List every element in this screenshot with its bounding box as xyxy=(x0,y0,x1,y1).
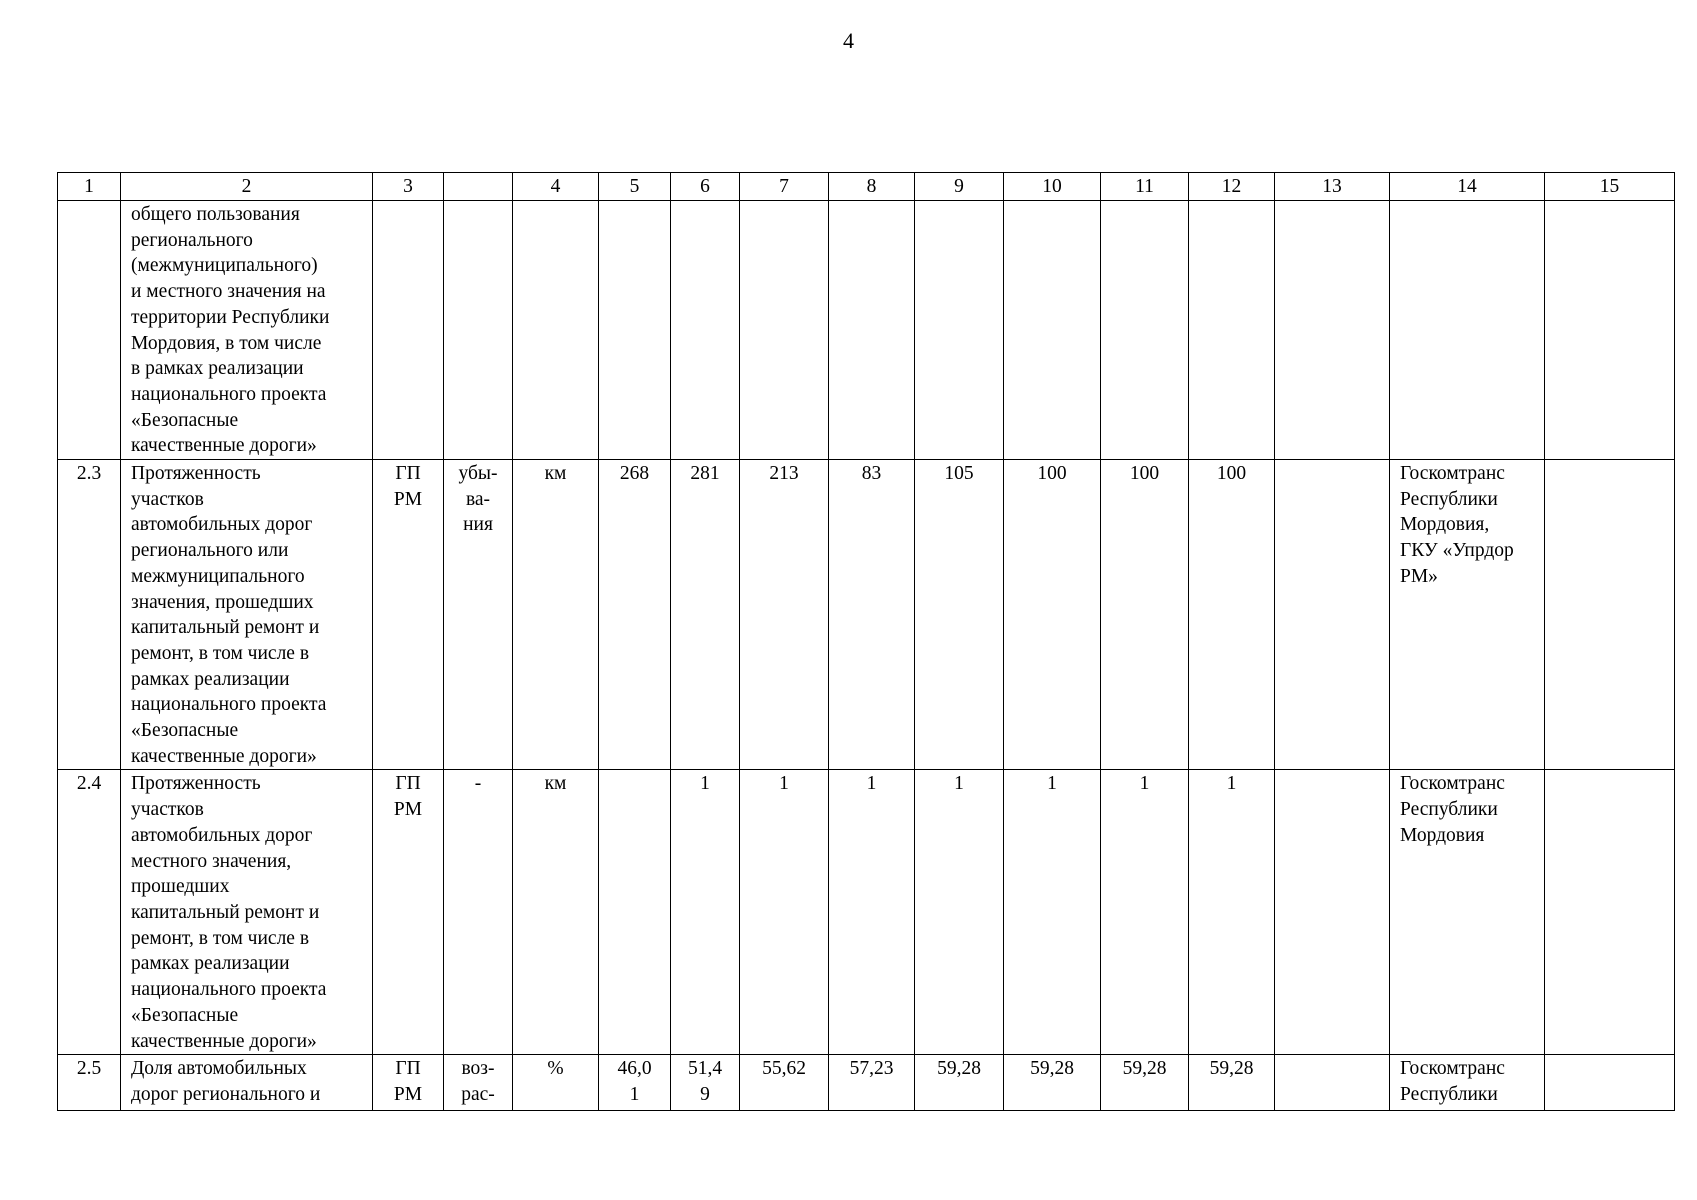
column-header: 3 xyxy=(373,173,444,201)
value-cell: 105 xyxy=(915,460,1004,770)
value-cell: 1 xyxy=(1004,770,1101,1055)
row-number: 2.3 xyxy=(58,460,121,770)
responsible-cell: Госкомтранс Республики xyxy=(1390,1055,1545,1111)
page-number: 4 xyxy=(843,28,854,53)
value-cell xyxy=(599,770,671,1055)
value-cell: 59,28 xyxy=(915,1055,1004,1111)
program-cell: ГП РМ xyxy=(373,770,444,1055)
value-cell: 59,28 xyxy=(1189,1055,1275,1111)
program-cell: ГП РМ xyxy=(373,1055,444,1111)
indicator-name: Протяженность участков автомобильных дорог местного значения, прошедших капитальный ремонт и ремонт, в том числе в рамках реализации национального проекта «Безопасные качественные дороги» xyxy=(121,770,373,1055)
column-header: 4 xyxy=(513,173,599,201)
value-cell: 100 xyxy=(1101,460,1189,770)
value-cell xyxy=(1545,770,1675,1055)
value-cell: 46,0 1 xyxy=(599,1055,671,1111)
value-cell: 281 xyxy=(671,460,740,770)
value-cell: 55,62 xyxy=(740,1055,829,1111)
table-row xyxy=(58,1055,1675,1111)
value-cell xyxy=(1189,201,1275,460)
value-cell: 268 xyxy=(599,460,671,770)
column-header: 12 xyxy=(1189,173,1275,201)
value-cell xyxy=(671,201,740,460)
direction-cell: воз- рас- xyxy=(444,1055,513,1111)
value-cell: 51,4 9 xyxy=(671,1055,740,1111)
value-cell xyxy=(1275,770,1390,1055)
column-header: 15 xyxy=(1545,173,1675,201)
value-cell: 59,28 xyxy=(1004,1055,1101,1111)
column-header: 14 xyxy=(1390,173,1545,201)
row-number xyxy=(58,201,121,460)
unit-cell: % xyxy=(513,1055,599,1111)
responsible-cell: Госкомтранс Республики Мордовия, ГКУ «Упрдор РМ» xyxy=(1390,460,1545,770)
value-cell: 1 xyxy=(740,770,829,1055)
value-cell: 57,23 xyxy=(829,1055,915,1111)
value-cell: 1 xyxy=(915,770,1004,1055)
column-header: 2 xyxy=(121,173,373,201)
direction-cell xyxy=(444,201,513,460)
value-cell xyxy=(1545,201,1675,460)
row-number: 2.5 xyxy=(58,1055,121,1111)
table-row xyxy=(58,770,1675,1055)
column-header: 5 xyxy=(599,173,671,201)
column-header: 8 xyxy=(829,173,915,201)
column-header: 13 xyxy=(1275,173,1390,201)
column-header: 11 xyxy=(1101,173,1189,201)
value-cell xyxy=(1545,460,1675,770)
value-cell xyxy=(1275,1055,1390,1111)
value-cell: 1 xyxy=(1189,770,1275,1055)
value-cell: 213 xyxy=(740,460,829,770)
value-cell: 1 xyxy=(1101,770,1189,1055)
value-cell xyxy=(829,201,915,460)
value-cell xyxy=(1545,1055,1675,1111)
value-cell: 1 xyxy=(671,770,740,1055)
value-cell xyxy=(1004,201,1101,460)
table-row xyxy=(58,460,1675,770)
value-cell: 1 xyxy=(829,770,915,1055)
program-cell xyxy=(373,201,444,460)
value-cell: 83 xyxy=(829,460,915,770)
value-cell xyxy=(1101,201,1189,460)
unit-cell: км xyxy=(513,460,599,770)
column-header xyxy=(444,173,513,201)
value-cell: 100 xyxy=(1004,460,1101,770)
column-header: 1 xyxy=(58,173,121,201)
responsible-cell xyxy=(1390,201,1545,460)
column-header: 6 xyxy=(671,173,740,201)
value-cell xyxy=(1275,460,1390,770)
indicator-name: Протяженность участков автомобильных дорог регионального или межмуниципального значения, прошедших капитальный ремонт и ремонт, в том числе в рамках реализации национального проекта «Безопасные качественные дороги» xyxy=(121,460,373,770)
unit-cell: км xyxy=(513,770,599,1055)
value-cell xyxy=(740,201,829,460)
column-number-row xyxy=(58,173,1675,201)
column-header: 9 xyxy=(915,173,1004,201)
table-row xyxy=(58,201,1675,460)
value-cell: 100 xyxy=(1189,460,1275,770)
program-cell: ГП РМ xyxy=(373,460,444,770)
direction-cell: - xyxy=(444,770,513,1055)
indicator-name: Доля автомобильных дорог регионального и xyxy=(121,1055,373,1111)
row-number: 2.4 xyxy=(58,770,121,1055)
indicator-name: общего пользования регионального (межмуниципального) и местного значения на территории Республики Мордовия, в том числе в рамках реализации национального проекта «Безопасные качественные дороги» xyxy=(121,201,373,460)
value-cell xyxy=(1275,201,1390,460)
responsible-cell: Госкомтранс Республики Мордовия xyxy=(1390,770,1545,1055)
unit-cell xyxy=(513,201,599,460)
column-header: 10 xyxy=(1004,173,1101,201)
value-cell xyxy=(599,201,671,460)
direction-cell: убы- ва- ния xyxy=(444,460,513,770)
value-cell xyxy=(915,201,1004,460)
column-header: 7 xyxy=(740,173,829,201)
indicators-table xyxy=(57,172,1675,1111)
value-cell: 59,28 xyxy=(1101,1055,1189,1111)
